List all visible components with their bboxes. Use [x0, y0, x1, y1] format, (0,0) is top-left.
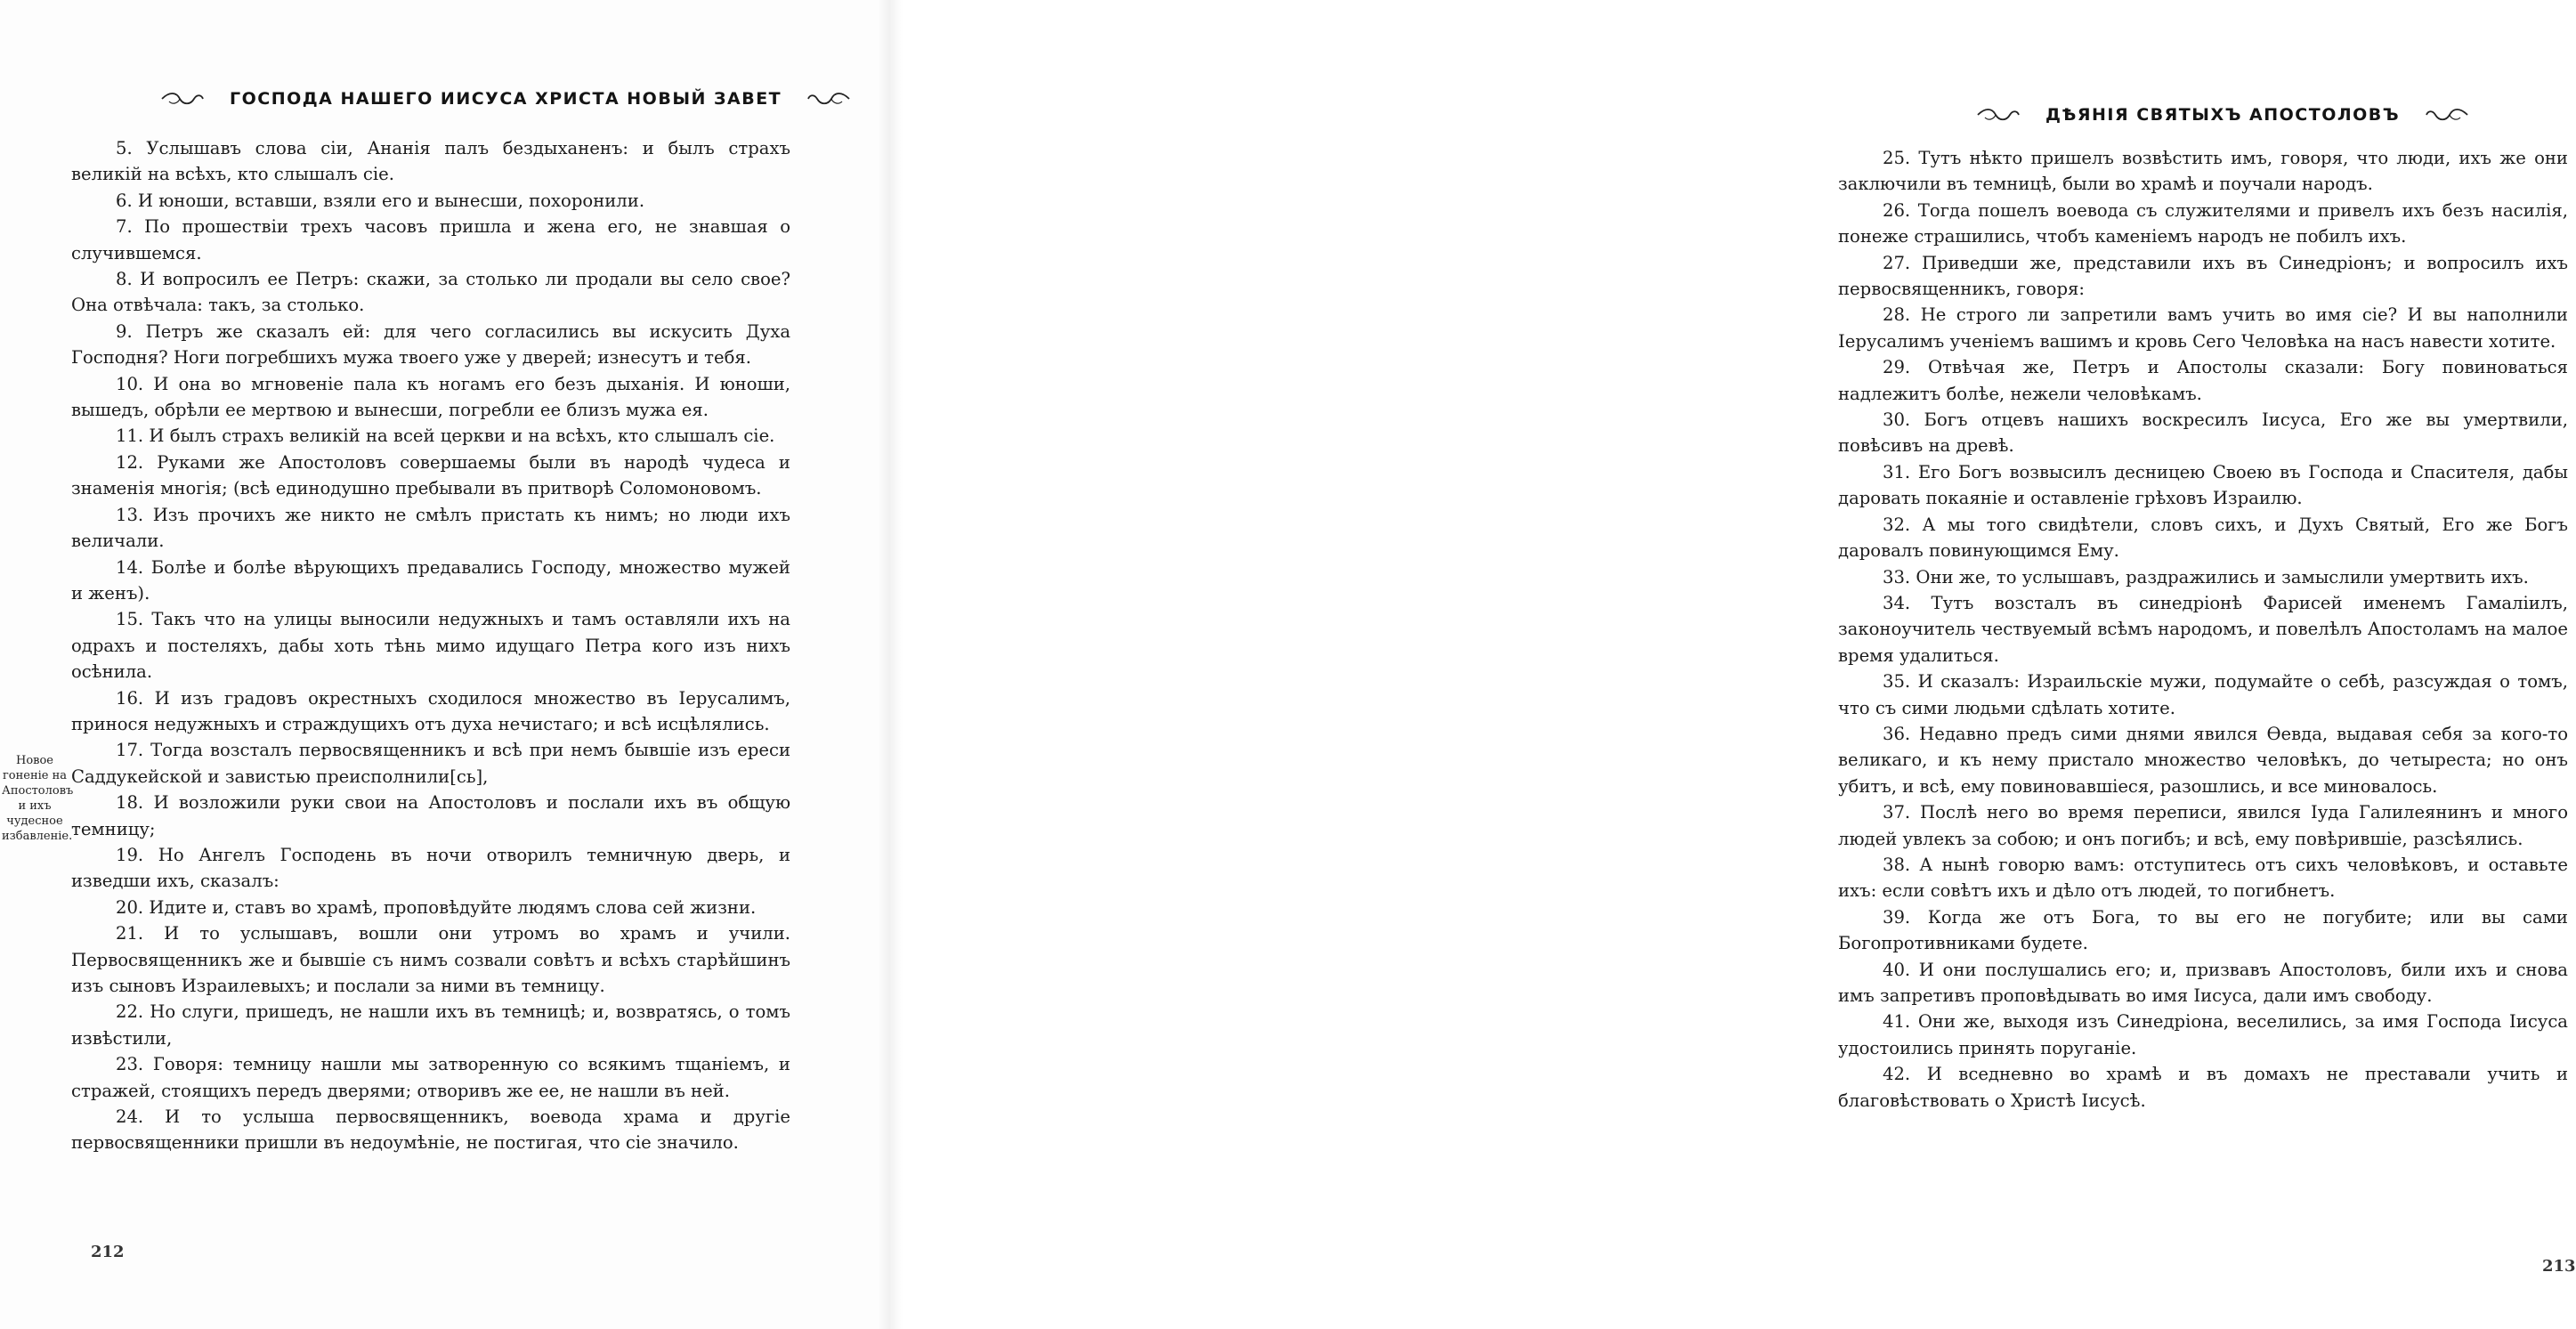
page-number-right: 213 [2542, 1257, 2576, 1276]
verse: 18. И возложили руки свои на Апостоловъ и послали ихъ въ общую темницу; [71, 792, 790, 839]
left-verse-column [71, 135, 790, 1156]
verse: 11. И былъ страхъ великій на всей церкви и на всѣхъ, кто слышалъ сіе. [116, 425, 775, 447]
verse: 23. Говоря: темницу нашли мы затворенную со всякимъ тщаніемъ, и стражей, стоящихъ передъ дверями; отворивъ же ее, не нашли въ ней. [71, 1054, 790, 1101]
verse: 28. Не строго ли запретили вамъ учить во имя сіе? И вы наполнили Іерусалимъ ученіемъ вашимъ и кровь Сего Человѣка на насъ навести хотите. [1838, 304, 2568, 352]
left-page [0, 0, 890, 1329]
page-number-left: 212 [91, 1243, 125, 1261]
verse: 20. Идите и, ставъ во храмѣ, проповѣдуйте людямъ слова сей жизни. [116, 896, 757, 918]
verse: 40. И они послушались его; и, призвавъ Апостоловъ, били ихъ и снова имъ запретивъ проповѣдывать во имя Іисуса, дали имъ свободу. [1838, 959, 2568, 1006]
verse: 29. Отвѣчая же, Петръ и Апостолы сказали: Богу повиноваться надлежитъ болѣе, нежели человѣкамъ. [1838, 357, 2568, 404]
margin-note: Новое гоненіе на Апостоловъ и ихъ чудесное избавленіе. [2, 754, 74, 843]
verse: 36. Недавно предъ сими днями явился Ѳевда, выдавая себя за кого-то великаго, и къ нему пристало множество человѣкъ, до четыреста; но онъ убитъ, и всѣ, ему повиновавшіеся, разошлись, и все миновалось. [1838, 723, 2568, 797]
verse: 27. Приведши же, представили ихъ въ Синедріонъ; и вопросилъ ихъ первосвященникъ, говоря: [1838, 252, 2568, 300]
verse: 39. Когда же отъ Бога, то вы его не погубите; или вы сами Богопротивниками будете. [1838, 906, 2568, 954]
verse: 30. Богъ отцевъ нашихъ воскресилъ Іисуса, Его же вы умертвили, повѣсивъ на древѣ. [1838, 409, 2568, 457]
verse: 24. И то услыша первосвященникъ, воевода храма и другіе первосвященники пришли въ недоумѣніе, не постигая, что сіе значило. [71, 1106, 790, 1154]
verse: 6. И юноши, вставши, взяли его и вынесши, похоронили. [116, 190, 645, 211]
right-header-title: ДѢЯНІЯ СВЯТЫХЪ АПОСТОЛОВЪ [2045, 105, 2401, 125]
verse: 32. А мы того свидѣтели, словъ сихъ, и Духъ Святый, Его же Богъ даровалъ повинующимся Ему. [1838, 514, 2568, 562]
verse: 14. Болѣе и болѣе вѣрующихъ предавались Господу, множество мужей и женъ). [71, 556, 790, 604]
verse: 22. Но слуги, пришедъ, не нашли ихъ въ темницѣ; и, возвратясь, о томъ извѣстили, [71, 1001, 790, 1049]
verse: 16. И изъ градовъ окрестныхъ сходилося множество въ Іерусалимъ, принося недужныхъ и страждущихъ отъ духа нечистаго; и всѣ исцѣлялись. [71, 687, 790, 734]
verse: 15. Такъ что на улицы выносили недужныхъ и тамъ оставляли ихъ на одрахъ и постеляхъ, дабы хоть тѣнь мимо идущаго Петра кого изъ нихъ осѣнила. [71, 609, 790, 683]
verse: 42. И вседневно во храмѣ и въ домахъ не преставали учить и благовѣствовать о Христѣ Іисусѣ. [1838, 1064, 2568, 1111]
book-gutter-shadow [878, 0, 903, 1329]
verse: 9. Петръ же сказалъ ей: для чего согласились вы искусить Духа Господня? Ноги погребшихъ мужа твоего уже у дверей; изнесутъ и тебя. [71, 320, 790, 369]
verse: 19. Но Ангелъ Господень въ ночи отворилъ темничную дверь, и изведши ихъ, сказалъ: [71, 844, 790, 892]
verse: 38. А нынѣ говорю вамъ: отступитесь отъ сихъ человѣковъ, и оставьте ихъ: если совѣтъ ихъ и дѣло отъ людей, то погибнетъ. [1838, 854, 2568, 902]
right-running-header [1976, 105, 2469, 125]
verse: 31. Его Богъ возвысилъ десницею Своею въ Господа и Спасителя, дабы даровать покаяніе и оставленіе грѣховъ Израилю. [1838, 461, 2568, 509]
right-flourish-ornament-icon [2425, 107, 2469, 123]
verse: 35. И сказалъ: Израильскіе мужи, подумайте о себѣ, разсуждая о томъ, что съ сими людьми сдѣлать хотите. [1838, 671, 2568, 718]
right-page [890, 0, 2576, 1329]
verse: 33. Они же, то услышавъ, раздражились и замыслили умертвить ихъ. [1883, 566, 2529, 588]
verse: 26. Тогда пошелъ воевода съ служителями и привелъ ихъ безъ насилія, понеже страшились, чтобъ каменіемъ народъ не побилъ ихъ. [1838, 199, 2568, 247]
left-flourish-ornament-icon [160, 91, 205, 107]
verse: 21. И то услышавъ, вошли они утромъ во храмъ и учили. Первосвященникъ же и бывшіе съ нимъ созвали совѣтъ и всѣхъ старѣйшинъ изъ сыновъ Израилевыхъ; и послали за ними въ темницу. [71, 923, 790, 996]
right-verse-column [1838, 145, 2568, 1114]
left-flourish-ornament-icon [1976, 107, 2021, 123]
left-running-header [160, 89, 851, 109]
verse: 12. Руками же Апостоловъ совершаемы были въ народѣ чудеса и знаменія многія; (всѣ единодушно пребывали въ притворѣ Соломоновомъ. [71, 451, 790, 499]
verse: 7. По прошествіи трехъ часовъ пришла и жена его, не знавшая о случившемся. [71, 216, 790, 263]
verse: 10. И она во мгновеніе пала къ ногамъ его безъ дыханія. И юноши, вышедъ, обрѣли ее мертвою и вынесши, погребли ее близъ мужа ея. [71, 373, 790, 421]
verse: 34. Тутъ возсталъ въ синедріонѣ Фарисей именемъ Гамаліилъ, законоучитель чествуемый всѣмъ народомъ, и повелѣлъ Апостоламъ на малое время удалиться. [1838, 592, 2568, 666]
verse: 5. Услышавъ слова сіи, Ананія палъ бездыханенъ: и былъ страхъ великій на всѣхъ, кто слышалъ сіе. [71, 138, 790, 185]
verse: 37. Послѣ него во время переписи, явился Іуда Галилеянинъ и много людей увлекъ за собою; и онъ погибъ; и всѣ, ему повѣрившіе, разсѣялись. [1838, 802, 2568, 849]
left-header-title: ГОСПОДА НАШЕГО ИИСУСА ХРИСТА НОВЫЙ ЗАВЕТ [230, 89, 782, 109]
verse: 41. Они же, выходя изъ Синедріона, веселились, за имя Господа Іисуса удостоились принять поруганіе. [1838, 1011, 2568, 1058]
verse: 13. Изъ прочихъ же никто не смѣлъ пристать къ нимъ; но люди ихъ величали. [71, 504, 790, 552]
verse: 8. И вопросилъ ее Петръ: скажи, за столько ли продали вы село свое? Она отвѣчала: такъ, за столько. [71, 269, 790, 316]
verse: 17. Тогда возсталъ первосвященникъ и всѣ при немъ бывшіе изъ ереси Саддукейской и завистью преисполнили[сь], [71, 740, 790, 787]
right-flourish-ornament-icon [806, 91, 851, 107]
verse: 25. Тутъ нѣкто пришелъ возвѣстить имъ, говоря, что люди, ихъ же они заключили въ темницѣ, были во храмѣ и поучали народъ. [1838, 148, 2568, 195]
